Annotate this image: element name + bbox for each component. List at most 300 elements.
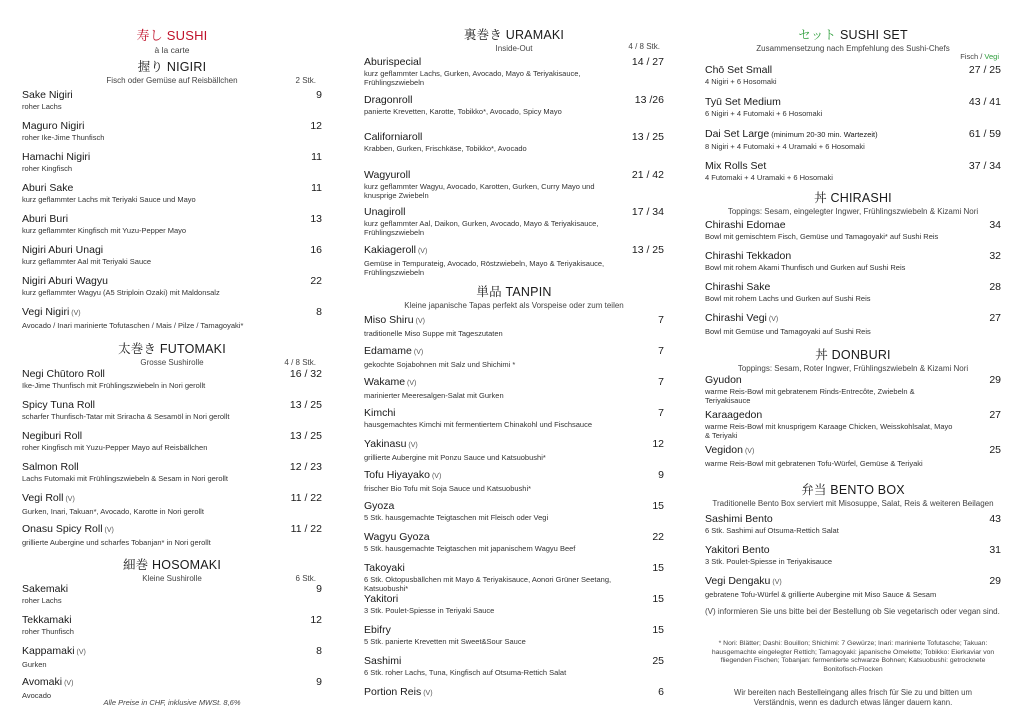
item-price: 25 [989,444,1001,456]
menu-item [364,531,664,553]
item-name: Maguro Nigiri [22,120,85,132]
portion-size: 2 Stk. [295,76,316,85]
menu-item [22,430,322,452]
menu-item [705,312,1001,336]
item-name-line [22,523,276,537]
portion-size: 4 / 8 Stk. [284,358,316,367]
vegetarian-badge: (V) [71,310,81,317]
item-name-line [364,376,618,390]
menu-item [705,128,1001,151]
section-header-nigiri [22,57,322,85]
item-price: 16 / 32 [289,368,322,380]
item-price: 21 / 42 [631,168,664,181]
item-description: 5 Stk. panierte Krevetten mit Sweet&Sour Sauce [364,637,526,646]
item-name: Takoyaki [364,562,405,574]
menu-item [364,438,664,462]
item-description: 6 Stk. Sashimi auf Otsuma-Rettich Salat [705,526,839,535]
menu-item [364,407,664,429]
item-description: roher Kingfisch mit Yuzu-Pepper Mayo auf Reisbällchen [22,443,208,452]
section-header-futomaki [22,339,322,367]
item-description: kurz geflammter Lachs mit Teriyaki Sauce und Mayo [22,195,196,204]
section-title [705,25,1001,43]
section-subtitle: Grosse Sushirolle [140,358,204,367]
item-name: Vegi Dengaku [705,575,771,587]
item-description: kurz geflammter Kingfisch mit Yuzu-Pepper Mayo [22,226,187,235]
item-name-line [22,614,276,626]
item-name: Kimchi [364,407,396,419]
item-price: 14 / 27 [631,56,664,68]
item-name-line [705,128,955,141]
item-price: 15 [652,500,664,512]
item-price: 8 [316,306,322,318]
menu-item [22,306,322,330]
menu-item [705,219,1001,241]
item-description: 6 Nigiri + 4 Futomaki + 6 Hosomaki [705,109,823,118]
item-name: Vegidon [705,444,743,456]
title-jp: 裏巻き [463,28,503,42]
item-description: warme Reis-Bowl mit knusprigem Karaage Chicken, Weisskohlsalat, Mayo & Teriyaki [705,422,953,440]
item-name: Dragonroll [364,93,413,106]
item-name-line [22,120,276,132]
item-name-line [705,312,955,326]
item-description: Lachs Futomaki mit Frühlingszwiebeln & Sesam in Nori gerollt [22,474,228,483]
title-jp: 単品 [476,285,502,299]
item-price: 7 [658,407,664,419]
item-price: 15 [652,562,664,574]
item-description: Gurken, Inari, Takuan*, Avocado, Karotte in Nori gerollt [22,507,204,516]
item-description: kurz geflammter Aal, Daikon, Gurken, Avocado, Mayo & Teriyakisauce, Frühlingszwiebeln [364,219,599,237]
item-name: Kakiageroll [364,243,416,256]
menu-item [705,64,1001,86]
menu-item [22,461,322,483]
item-name-line [22,368,276,380]
item-name-line [22,583,276,595]
title-en: SUSHI SET [840,28,908,42]
item-price: 11 / 22 [290,523,322,535]
menu-item [364,314,664,338]
title-jp: 握り [137,60,164,74]
section-title [705,480,1001,498]
item-name-line [705,409,955,421]
item-description: scharfer Thunfisch-Tatar mit Sriracha & Sesamöl in Nori gerollt [22,412,230,421]
item-price: 13 / 25 [289,399,322,411]
legend-vegi: Vegi [984,52,999,61]
item-name-line [22,306,276,320]
item-name: Ebifry [364,624,391,636]
item-name-line [364,244,618,258]
item-description: kurz geflammter Wagyu, Avocado, Karotten, Gurken, Curry Mayo und knusprige Zwiebeln [364,181,595,200]
section-header-sushi [22,25,322,55]
item-name-line [22,645,276,659]
title-en: DONBURI [831,348,891,362]
closing-note: Wir bereiten nach Bestelleingang alles frisch für Sie zu und bitten um Verständnis, wenn es dadurch etwas länger dauern kann. [734,688,972,707]
item-price: 29 [989,575,1001,587]
item-name: Sake Nigiri [22,89,73,101]
item-description: Avocado [22,691,52,700]
item-name: Portion Reis [364,686,422,698]
item-name-line [364,531,618,543]
menu-item [705,160,1001,182]
item-name-line [22,151,276,163]
item-name-line [705,64,955,76]
item-description: traditionelle Miso Suppe mit Tageszutaten [364,329,503,338]
item-name-line [364,624,618,636]
item-name: Nigiri Aburi Unagi [22,244,104,256]
portion-size: 6 Stk. [295,574,316,583]
title-jp: 太巻き [118,342,157,356]
title-en: TANPIN [505,285,552,299]
item-name-line [364,94,618,106]
item-name: Onasu Spicy Roll [22,523,103,535]
section-subtitle: Inside-Out [495,44,533,53]
menu-item [705,513,1001,535]
title-en: URAMAKI [505,28,565,42]
item-name-line [364,655,618,667]
vegetarian-badge: (V) [76,649,86,656]
item-price: 7 [658,345,664,357]
title-jp: 丼 [814,191,827,205]
item-name: Yakitori [364,593,399,605]
item-description: Bowl mit rohem Akami Thunfisch und Gurken auf Sushi Reis [705,263,906,272]
item-name: Aburispecial [364,56,422,68]
item-price: 37 / 34 [968,160,1001,172]
fish-vegi-legend [960,52,999,61]
menu-item [364,376,664,400]
vegetarian-badge: (V) [744,448,755,455]
title-jp: 細巻 [122,558,149,572]
item-name: Miso Shiru [364,314,414,326]
item-description: warme Reis-Bowl mit gebratenem Rinds-Entrecôte, Zwiebeln & Teriyakisauce [705,387,915,405]
item-description: Gurken [22,660,47,669]
section-title [705,345,1001,363]
item-description: roher Lachs [22,102,62,111]
item-description: 5 Stk. hausgemachte Teigtaschen mit Fleisch oder Vegi [364,513,549,522]
section-title [705,188,1001,206]
item-name: Yakinasu [364,438,407,450]
item-description: roher Lachs [22,596,62,605]
item-price: 13 [310,213,322,225]
section-subtitle: Kleine japanische Tapas perfekt als Vorspeise oder zum teilen [404,301,624,310]
section-subtitle: Kleine Sushirolle [142,574,202,583]
vegetarian-info: (V) informieren Sie uns bitte bei der Bestellung ob Sie vegetarisch oder vegan sind. [705,607,1000,616]
item-description: 5 Stk. hausgemachte Teigtaschen mit japanischem Wagyu Beef [364,544,576,553]
item-name-line [364,438,618,452]
item-name-line [364,131,618,143]
menu-item [364,131,664,153]
item-name-line [22,182,276,194]
menu-item [22,120,322,142]
item-name-line [705,544,955,556]
menu-item [364,655,664,677]
item-name-line [705,374,955,386]
menu-item [22,645,322,669]
item-name: Vegi Roll [22,492,64,504]
item-name: Salmon Roll [22,461,79,473]
item-name-line [705,575,955,589]
item-name-line [364,500,618,512]
item-price: 11 [311,182,322,194]
item-price: 34 [989,219,1001,231]
item-price: 43 / 41 [968,96,1001,108]
menu-item [364,624,664,646]
item-description: Bowl mit Gemüse und Tamagoyaki auf Sushi Reis [705,327,871,336]
item-name-line [705,160,955,172]
item-price: 17 / 34 [631,206,664,218]
menu-item [364,562,664,593]
item-name-line [705,250,955,262]
menu-item [22,399,322,421]
section-title [22,339,322,357]
menu-item [364,56,664,87]
section-title [364,282,664,300]
item-description: panierte Krevetten, Karotte, Tobikko*, Avocado, Spicy Mayo [364,106,562,116]
menu-column-2 [364,0,664,724]
item-name: Chirashi Sake [705,281,771,293]
item-name: Sakemaki [22,583,69,595]
menu-item [364,94,664,116]
section-subtitle: à la carte [154,45,190,55]
item-description: gebratene Tofu-Würfel & grillierte Aubergine mit Miso Sauce & Sesam [705,590,937,599]
vegetarian-badge: (V) [768,316,779,323]
item-description: 3 Stk. Poulet-Spiesse in Teriyaki Sauce [364,606,495,615]
section-header-chirashi [705,188,1001,216]
item-description: Bowl mit rohem Lachs und Gurken auf Sushi Reis [705,294,871,303]
item-description: roher Ike-Jime Thunfisch [22,133,105,142]
vegetarian-badge: (V) [772,579,782,586]
title-jp: セット [798,28,837,42]
item-description: kurz geflammter Aal mit Teriyaki Sauce [22,257,152,266]
item-description: roher Thunfisch [22,627,74,636]
glossary-note: * Nori: Blätter; Dashi: Bouillon; Shichimi: 7 Gewürze; Inari: marinierte Tofutasche; Takuan: hausgemachte eingelegter Rettich; Tamagoyaki: japanische Omelette; Tobikko: Eierkaviar von fliegenden Fischen; Tobanjan: fermentierte schwarze Bohnen; Katsuobushi: getrocknete Bonitofisch-Flocken [711,640,995,673]
item-price: 9 [316,89,322,101]
item-price: 12 [310,120,322,132]
menu-item [705,281,1001,303]
price-footnote: Alle Preise in CHF, inklusive MWSt. 8,6% [103,698,241,707]
item-price: 27 / 25 [968,64,1001,76]
item-description: 6 Stk. roher Lachs, Tuna, Kingfisch auf Otsuma-Rettich Salat [364,668,567,677]
item-price: 15 [652,624,664,636]
vegetarian-badge: (V) [431,473,442,480]
title-en: SUSHI [166,28,208,43]
menu-item [364,244,664,277]
item-description: 6 Stk. Oktopusbällchen mit Mayo & Teriyakisauce, Aonori Grüner Seetang, Katsuobushi* [364,575,612,593]
item-name-line [705,513,955,525]
menu-item [705,96,1001,118]
title-jp: 丼 [815,348,828,362]
menu-item [22,583,322,605]
item-price: 22 [652,531,664,543]
item-price: 9 [316,583,322,595]
vegetarian-badge: (V) [104,527,114,534]
menu-item [364,593,664,615]
item-description: hausgemachtes Kimchi mit fermentiertem Chinakohl und Fischsauce [364,420,593,429]
item-name: Tyū Set Medium [705,96,781,108]
item-name: Negi Chūtoro Roll [22,368,105,380]
item-description: Avocado / Inari marinierte Tofutaschen / Mais / Pilze / Tamagoyaki* [22,321,244,330]
item-price: 27 [989,312,1001,324]
item-name-line [364,686,618,700]
item-name: Karaagedon [705,409,763,421]
item-name: Unagiroll [364,206,406,218]
portion-size: 4 / 8 Stk. [628,42,660,51]
item-name-line [364,169,618,181]
item-name: Avomaki [22,676,63,688]
item-description: 8 Nigiri + 4 Futomaki + 4 Uramaki + 6 Hosomaki [705,142,865,151]
item-name-line [705,96,955,108]
menu-item [22,182,322,204]
item-price: 27 [989,409,1001,421]
section-title [22,57,322,75]
item-name-line [705,281,955,293]
item-price: 32 [989,250,1001,262]
section-subtitle: Zusammensetzung nach Empfehlung des Sushi-Chefs [756,44,950,53]
section-header-tanpin [364,282,664,310]
section-subtitle: Toppings: Sesam, Roter Ingwer, Frühlingszwiebeln & Kizami Nori [737,364,969,373]
menu-item [705,575,1001,599]
menu-item [364,469,664,493]
menu-item [22,213,322,235]
item-description: 3 Stk. Poulet-Spiesse in Teriyakisauce [705,557,833,566]
menu-item [22,244,322,266]
item-price: 29 [989,374,1001,386]
item-price: 7 [658,376,664,388]
item-name-line [364,562,618,574]
item-price: 9 [316,676,322,688]
section-header-bento [705,480,1001,508]
item-price: 9 [658,469,664,481]
item-name: Aburi Sake [22,182,74,194]
item-name: Tekkamaki [22,614,72,626]
item-name-line [22,89,276,101]
item-name-line [22,492,276,506]
item-name-line [22,461,276,473]
item-name: Sashimi [364,655,402,667]
title-en: NIGIRI [166,60,207,74]
item-price: 7 [658,314,664,326]
item-name: Chirashi Vegi [705,312,767,324]
item-name-line [22,244,276,256]
item-price: 28 [989,281,1001,293]
item-name: Sashimi Bento [705,513,773,525]
item-description: Bowl mit gemischtem Fisch, Gemüse und Tamagoyaki* auf Sushi Reis [705,232,939,241]
vegetarian-badge: (V) [417,247,428,255]
vegetarian-badge: (V) [415,318,425,325]
menu-item [705,409,1001,440]
item-name-line [364,314,618,328]
item-name: Nigiri Aburi Wagyu [22,275,108,287]
section-title [22,555,322,573]
item-price: 31 [989,544,1001,556]
item-description: gekochte Sojabohnen mit Salz und Shichimi * [364,360,516,369]
title-jp: 寿し [136,28,163,43]
section-header-hosomaki [22,555,322,583]
item-price: 43 [989,513,1001,525]
item-description: grillierte Aubergine und scharfes Tobanjan* in Nori gerollt [22,538,211,547]
item-name-line [364,469,618,483]
item-description: Ike-Jime Thunfisch mit Frühlingszwiebeln in Nori gerollt [22,381,206,390]
title-jp: 弁当 [801,483,827,497]
item-description: marinierter Meeresalgen-Salat mit Gurken [364,391,504,400]
menu-item [705,374,1001,405]
vegetarian-badge: (V) [64,680,74,687]
item-name: Spicy Tuna Roll [22,399,95,411]
item-name: Chō Set Small [705,64,773,76]
legend-separator: / [978,52,985,61]
item-name: Wakame [364,376,406,388]
menu-item [364,345,664,369]
item-price: 11 / 22 [290,492,322,504]
menu-item [705,544,1001,566]
menu-item [22,676,322,700]
item-name-line [22,399,276,411]
section-header-donburi [705,345,1001,373]
section-subtitle: Toppings: Sesam, eingelegter Ingwer, Frühlingszwiebeln & Kizami Nori [727,207,979,216]
item-name: Negiburi Roll [22,430,83,442]
item-name-line [22,430,276,442]
item-name: Chirashi Tekkadon [705,250,792,262]
item-price: 13 / 25 [631,243,664,256]
item-name-line [22,275,276,287]
item-name: Wagyu Gyoza [364,531,430,543]
section-header-uramaki [364,25,664,53]
title-en: HOSOMAKI [152,558,222,572]
section-subtitle: Traditionelle Bento Box serviert mit Misosuppe, Salat, Reis & weiteren Beilagen [712,499,994,508]
legend-fish: Fisch [960,52,979,61]
item-name-line [22,213,276,225]
item-description: Gemüse in Tempurateig, Avocado, Röstzwiebeln, Mayo & Teriyakisauce, Frühlingszwiebeln [364,258,605,277]
menu-item [22,151,322,173]
item-name-line [364,56,618,68]
item-price: 13 /26 [634,93,664,106]
item-name: Kappamaki [22,645,75,657]
item-description: Krabben, Gurken, Frischkäse, Tobikko*, Avocado [364,144,527,153]
item-price: 12 [310,614,322,626]
menu-item [364,169,664,200]
menu-item [22,275,322,297]
item-price: 13 / 25 [631,131,664,143]
item-name: Gyoza [364,500,395,512]
item-description: kurz geflammter Lachs, Gurken, Avocado, Mayo & Teriyakisauce, Frühlingszwiebeln [364,69,581,87]
section-subtitle: Fisch oder Gemüse auf Reisbällchen [106,76,238,85]
item-price: 16 [310,244,322,256]
item-price: 8 [316,645,322,657]
item-price: 6 [658,686,664,698]
item-price: 12 [652,438,664,450]
menu-item [22,368,322,390]
item-name: Mix Rolls Set [705,160,767,172]
menu-item [364,686,664,700]
section-title [22,25,322,44]
vegetarian-badge: (V) [408,442,418,449]
menu-item [22,89,322,111]
menu-item [705,250,1001,272]
item-price: 25 [652,655,664,667]
menu-item [364,500,664,522]
item-name-line [705,444,955,458]
item-description: frischer Bio Tofu mit Soja Sauce und Katsuobushi* [364,484,532,493]
item-note: (minimum 20-30 min. Wartezeit) [771,130,878,139]
item-name: Tofu Hiyayako [364,469,430,481]
item-price: 15 [652,593,664,605]
item-name: Vegi Nigiri [22,306,70,318]
item-name: Gyudon [705,374,742,386]
item-name-line [22,676,276,690]
vegetarian-badge: (V) [423,690,433,697]
item-name-line [364,593,618,605]
item-name-line [364,407,618,419]
menu-item [22,492,322,516]
item-description: grillierte Aubergine mit Ponzu Sauce und Katsuobushi* [364,453,546,462]
